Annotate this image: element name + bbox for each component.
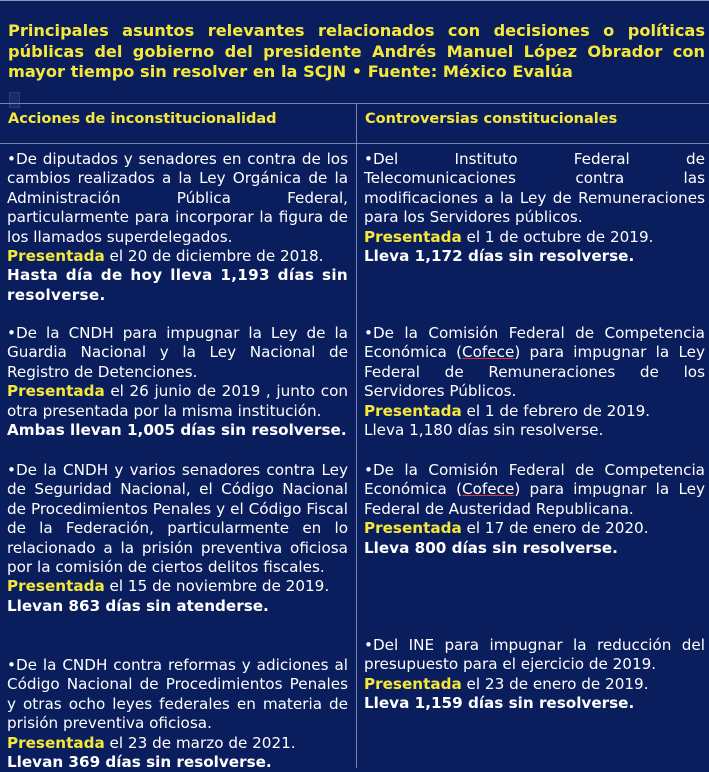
- presented-date: el 17 de enero de 2020.: [461, 519, 649, 538]
- pending-status: Lleva 1,172 días sin resolverse.: [364, 247, 635, 266]
- presented-date: el 23 de marzo de 2021.: [104, 733, 296, 752]
- item-description: •De la CNDH y varios senadores contra Ley de Seguridad Nacional, el Código Nacional de Procedimientos Penales y el Código Fiscal de la Federación, particularmente en lo relacionado a la prisión preventiva oficiosa por la comisión de ciertos delitos fiscales.: [7, 461, 348, 577]
- item-description: •Del Instituto Federal de Telecomunicaciones contra las modificaciones a la Ley de Remuneraciones para los Servidores públicos.: [364, 150, 705, 227]
- list-item: [7, 150, 348, 305]
- left-column-header: Acciones de inconstitucionalidad: [8, 111, 277, 127]
- pending-status: Llevan 863 días sin atenderse.: [7, 596, 269, 615]
- presented-label: Presentada: [364, 401, 462, 420]
- presented-date: el 20 de diciembre de 2018.: [104, 247, 324, 266]
- list-item: [364, 150, 705, 266]
- presented-date: el 1 de febrero de 2019.: [461, 401, 651, 420]
- presented-label: Presentada: [7, 577, 105, 596]
- pending-status: Lleva 800 días sin resolverse.: [364, 538, 618, 557]
- pending-status: Hasta día de hoy lleva 1,193 días sin resolverse.: [7, 266, 348, 304]
- table-header-divider: [0, 143, 709, 144]
- item-description: •De diputados y senadores en contra de los cambios realizados a la Ley Orgánica de la Administración Pública Federal, particularmente para incorporar la figura de los llamados superdelegados.: [7, 150, 348, 246]
- right-column-header: Controversias constitucionales: [365, 111, 618, 127]
- pending-status: Lleva 1,180 días sin resolverse.: [364, 421, 604, 440]
- presented-date: el 1 de octubre de 2019.: [461, 227, 654, 246]
- item-description: •De la Comisión Federal de Competencia Económica (Cofece) para impugnar la Ley Federal de Remuneraciones de los Servidores Públicos.: [364, 324, 705, 401]
- pending-status: Ambas llevan 1,005 días sin resolverse.: [7, 421, 347, 440]
- cofece-abbreviation: Cofece: [462, 343, 515, 362]
- item-description: •Del INE para impugnar la reducción del presupuesto para el ejercicio de 2019.: [364, 636, 705, 674]
- list-item: [364, 324, 705, 440]
- list-item: [7, 656, 348, 772]
- presented-label: Presentada: [7, 247, 105, 266]
- presented-date: el 26 junio de 2019 , junto con otra presentada por la misma institución.: [7, 382, 348, 420]
- table-border-top: [0, 103, 709, 104]
- pending-status: Llevan 369 días sin resolverse.: [7, 753, 272, 772]
- page-title: Principales asuntos relevantes relacionados con decisiones o políticas públicas del gobierno del presidente Andrés Manuel López Obrador con mayor tiempo sin resolver en la SCJN • Fuente: México Evalúa: [8, 21, 705, 81]
- presented-label: Presentada: [364, 674, 462, 693]
- presented-label: Presentada: [364, 227, 462, 246]
- item-description: •De la CNDH contra reformas y adiciones al Código Nacional de Procedimientos Penales y otras ocho leyes federales en materia de prisión preventiva oficiosa.: [7, 656, 348, 733]
- table-column-divider: [356, 103, 357, 768]
- list-item: [7, 461, 348, 616]
- list-item: [7, 324, 348, 440]
- presented-date: el 15 de noviembre de 2019.: [104, 577, 330, 596]
- list-item: [364, 636, 705, 714]
- item-description: •De la CNDH para impugnar la Ley de la Guardia Nacional y la Ley Nacional de Registro de Detenciones.: [7, 324, 348, 381]
- presented-date: el 23 de enero de 2019.: [461, 674, 649, 693]
- item-description: •De la Comisión Federal de Competencia Económica (Cofece) para impugnar la Ley Federal de Austeridad Republicana.: [364, 461, 705, 518]
- pending-status: Lleva 1,159 días sin resolverse.: [364, 694, 635, 713]
- cell-marker: [9, 92, 20, 108]
- presented-label: Presentada: [364, 519, 462, 538]
- presented-label: Presentada: [7, 382, 105, 401]
- list-item: [364, 461, 705, 558]
- cofece-abbreviation: Cofece: [462, 480, 515, 499]
- title-block: [0, 0, 709, 112]
- presented-label: Presentada: [7, 733, 105, 752]
